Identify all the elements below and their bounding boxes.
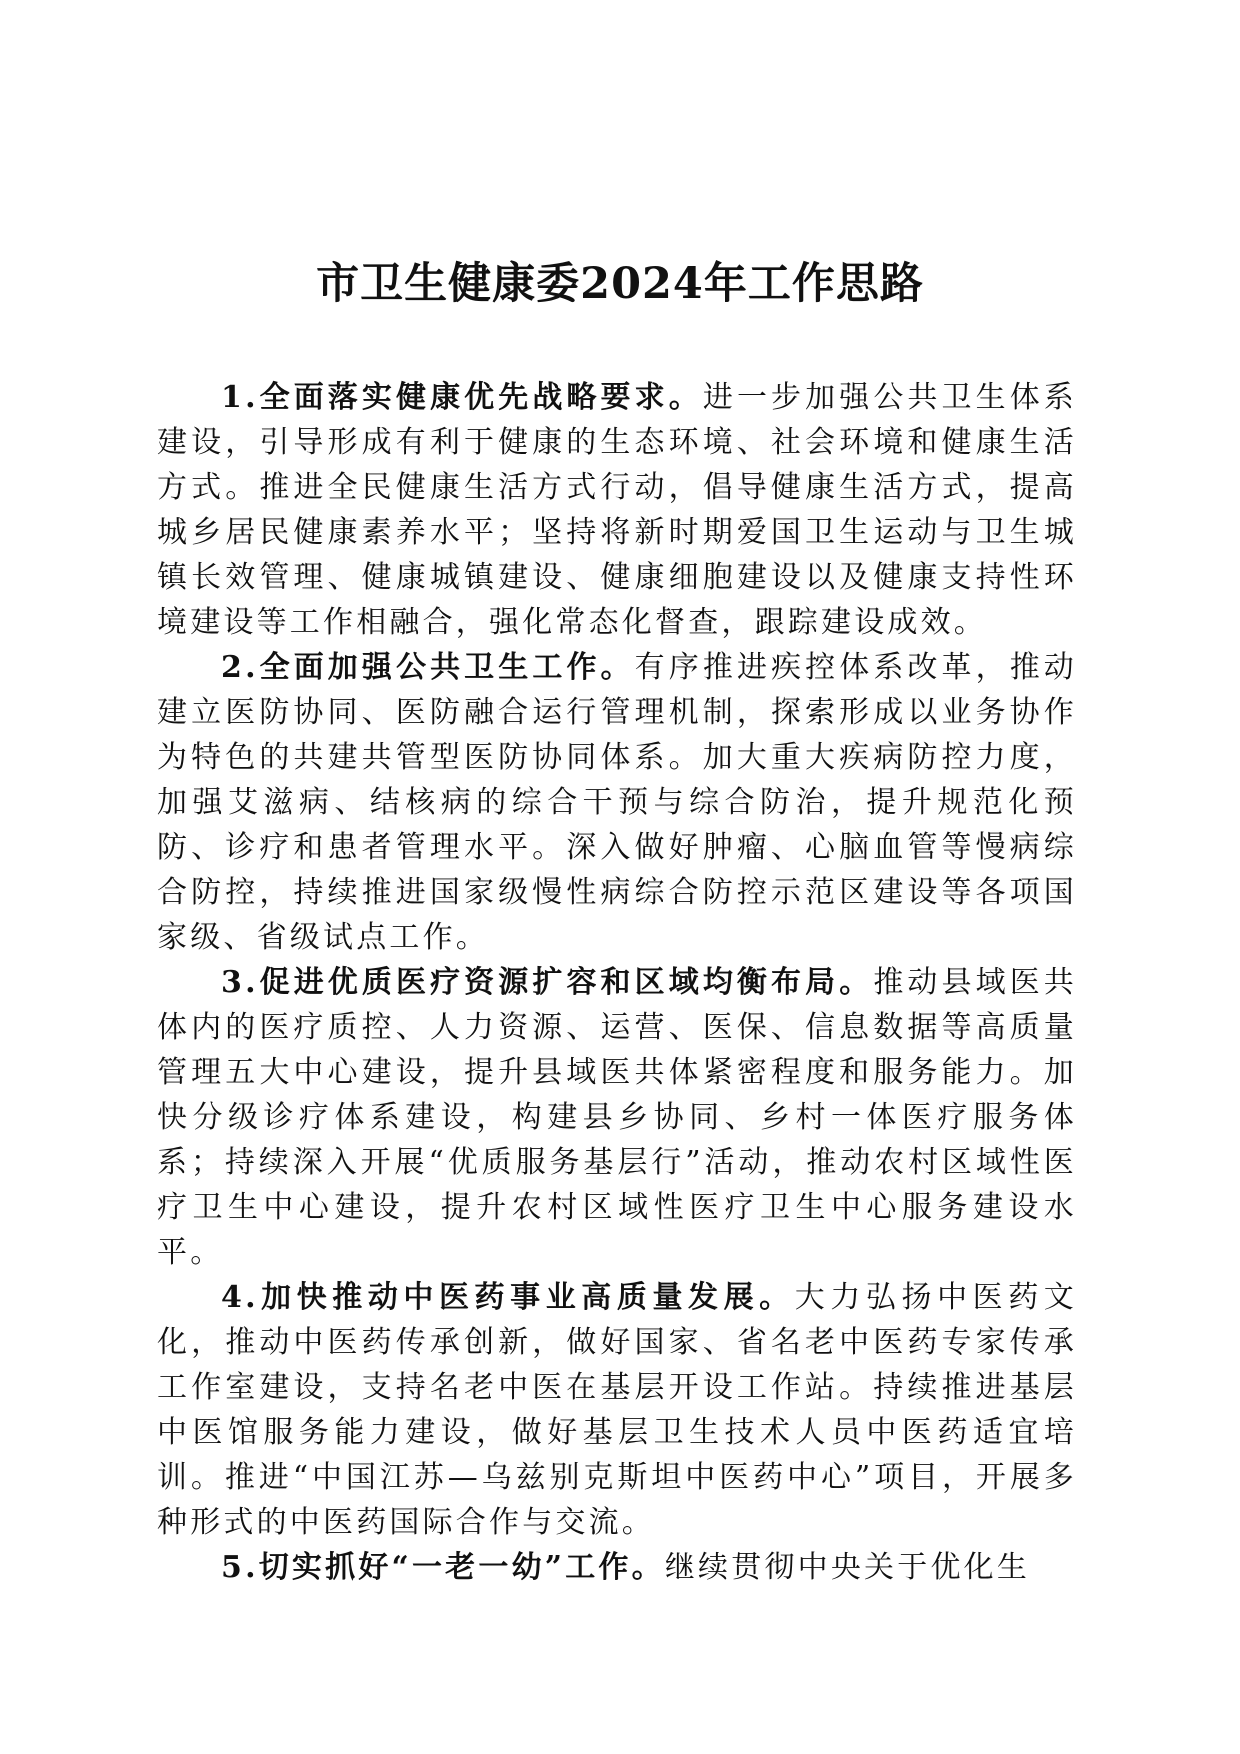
paragraph-2 — [157, 645, 1077, 960]
paragraph-text: 推动县域医共体内的医疗质控、人力资源、运营、医保、信息数据等高质量管理五大中心建设，提升县域医共体紧密程度和服务能力。加快分级诊疗体系建设，构建县乡协同、乡村一体医疗服务体系；持续深入开展“优质服务基层行”活动，推动农村区域性医疗卫生中心建设，提升农村区域性医疗卫生中心服务建设水平。 — [157, 965, 1078, 1270]
paragraph-text: 继续贯彻中央关于优化生 — [664, 1550, 1031, 1585]
paragraph-3 — [157, 960, 1077, 1275]
paragraph-1 — [157, 375, 1077, 645]
document-body — [157, 375, 1077, 1590]
paragraph-heading: 3.促进优质医疗资源扩容和区域均衡布局。 — [221, 965, 874, 1000]
paragraph-text: 大力弘扬中医药文化，推动中医药传承创新，做好国家、省名老中医药专家传承工作室建设，支持名老中医在基层开设工作站。持续推进基层中医馆服务能力建设，做好基层卫生技术人员中医药适宜培训。推进“中国江苏—乌兹别克斯坦中医药中心”项目，开展多种形式的中医药国际合作与交流。 — [157, 1280, 1078, 1540]
paragraph-heading: 5.切实抓好“一老一幼”工作。 — [221, 1550, 665, 1585]
paragraph-text: 进一步加强公共卫生体系建设，引导形成有利于健康的生态环境、社会环境和健康生活方式。推进全民健康生活方式行动，倡导健康生活方式，提高城乡居民健康素养水平；坚持将新时期爱国卫生运动与卫生城镇长效管理、健康城镇建设、健康细胞建设以及健康支持性环境建设等工作相融合，强化常态化督查，跟踪建设成效。 — [157, 380, 1077, 640]
paragraph-text: 有序推进疾控体系改革，推动建立医防协同、医防融合运行管理机制，探索形成以业务协作为特色的共建共管型医防协同体系。加大重大疾病防控力度，加强艾滋病、结核病的综合干预与综合防治，提升规范化预防、诊疗和患者管理水平。深入做好肿瘤、心脑血管等慢病综合防控，持续推进国家级慢性病综合防控示范区建设等各项国家级、省级试点工作。 — [157, 650, 1077, 955]
paragraph-heading: 2.全面加强公共卫生工作。 — [221, 650, 635, 685]
document-title: 市卫生健康委2024年工作思路 — [316, 259, 924, 309]
paragraph-heading: 4.加快推动中医药事业高质量发展。 — [221, 1280, 795, 1315]
paragraph-5 — [157, 1545, 1077, 1590]
paragraph-4 — [157, 1275, 1077, 1545]
paragraph-heading: 1.全面落实健康优先战略要求。 — [221, 380, 703, 415]
